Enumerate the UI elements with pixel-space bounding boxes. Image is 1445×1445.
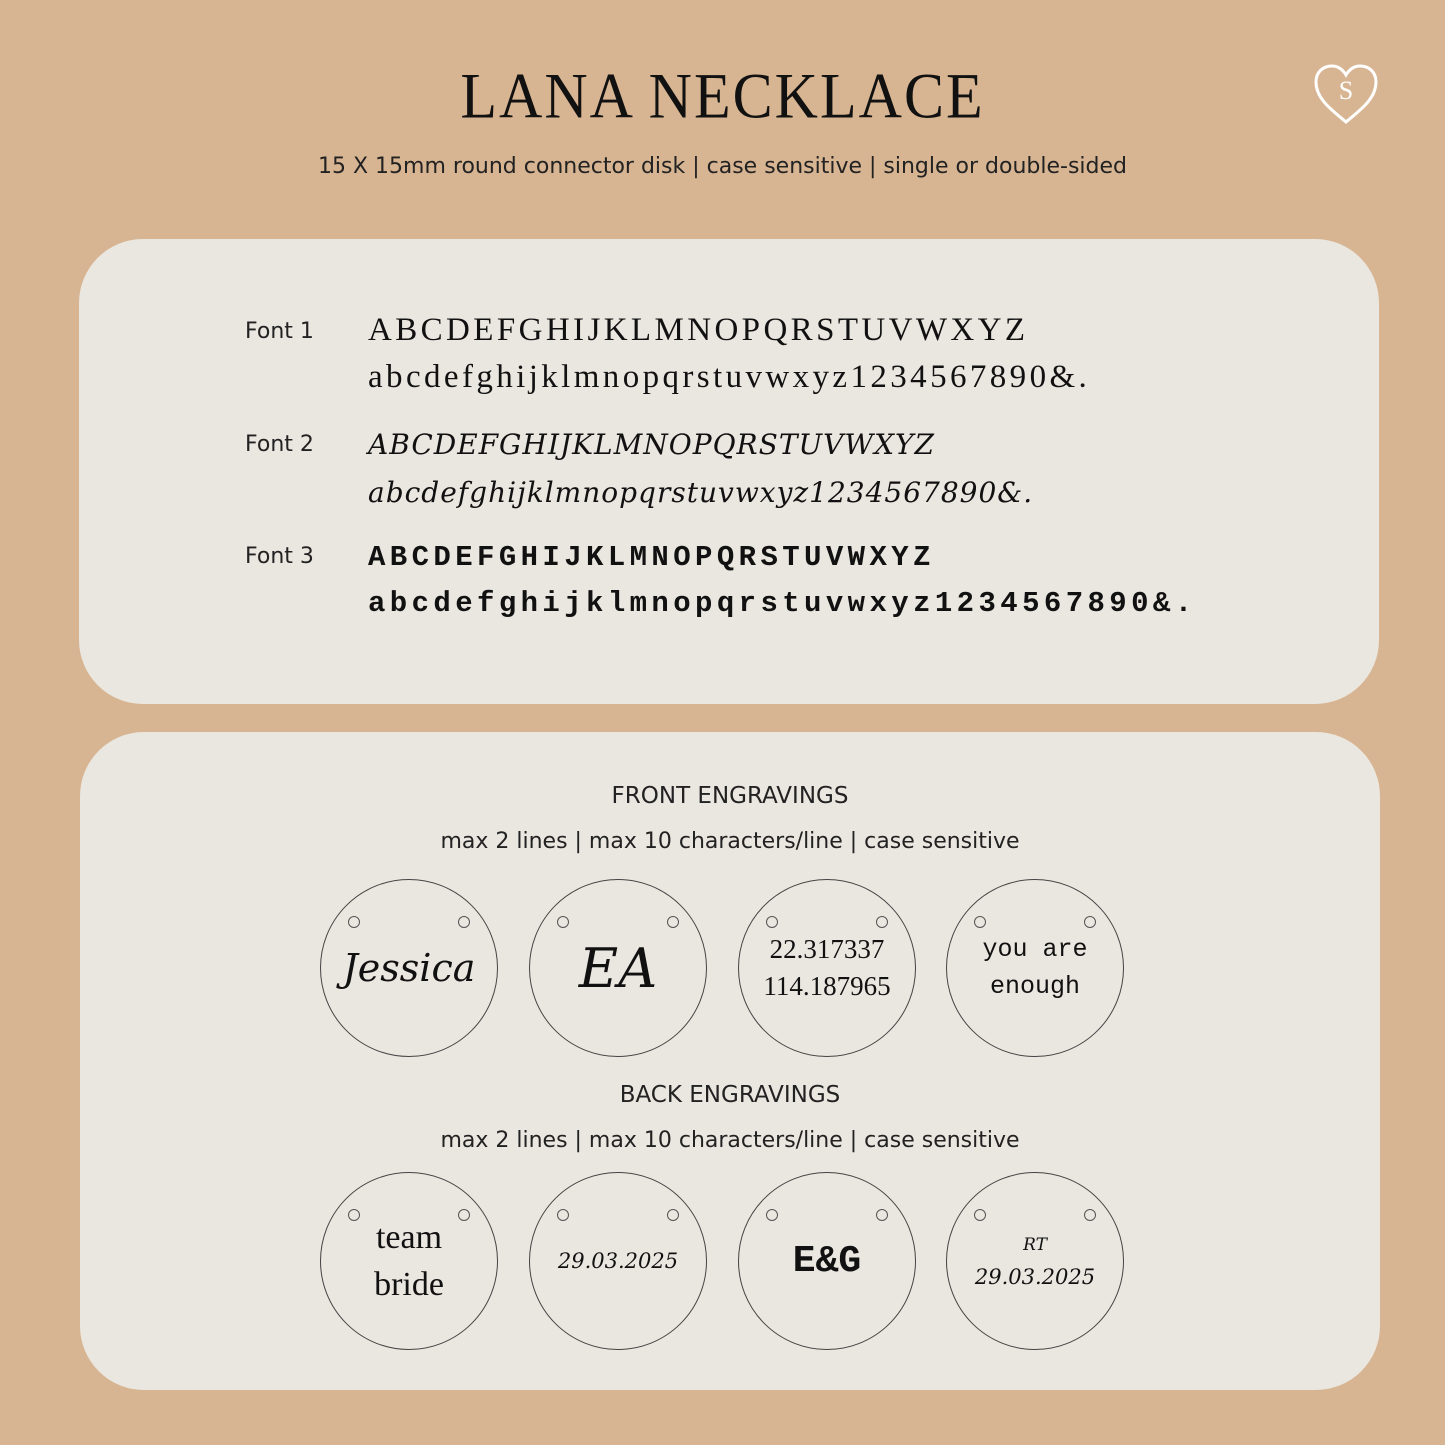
engraving-line-1: you are (982, 935, 1088, 964)
back-disk-3 (738, 1172, 916, 1350)
back-disk-2 (529, 1172, 707, 1350)
font-2-uppercase: ABCDEFGHIJKLMNOPQRSTUVWXYZ (368, 428, 935, 461)
font-2-lowercase: abcdefghijklmnopqrstuvwxyz1234567890&. (368, 476, 1034, 509)
engravings-panel (80, 732, 1380, 1390)
font-1-lowercase: abcdefghijklmnopqrstuvwxyz1234567890&. (368, 359, 1091, 395)
engraving-line-1: EA (578, 936, 658, 1000)
engraving-line-1: team (375, 1219, 443, 1256)
engraving-line-2: enough (989, 972, 1080, 1001)
engraving-line-2: 114.187965 (763, 971, 891, 1001)
engraving-line-1: 29.03.2025 (557, 1249, 679, 1273)
engraving-line-2: 29.03.2025 (974, 1265, 1096, 1289)
font-3-uppercase: ABCDEFGHIJKLMNOPQRSTUVWXYZ (368, 541, 935, 574)
front-disk-3 (738, 879, 916, 1057)
front-engravings-heading: FRONT ENGRAVINGS (611, 783, 849, 809)
back-engravings-rules: max 2 lines | max 10 characters/line | case sensitive (440, 1128, 1020, 1153)
engraving-line-1: Jessica (342, 946, 476, 990)
fonts-panel (79, 239, 1379, 704)
back-engravings-heading: BACK ENGRAVINGS (619, 1082, 841, 1108)
back-disk-4 (946, 1172, 1124, 1350)
front-engravings-rules: max 2 lines | max 10 characters/line | case sensitive (440, 829, 1020, 854)
font-1-label: Font 1 (245, 319, 314, 344)
front-disk-1 (320, 879, 498, 1057)
engraving-line-1: RT (1023, 1235, 1047, 1255)
product-spec: 15 X 15mm round connector disk | case sensitive | single or double-sided (318, 154, 1127, 179)
front-disk-2 (529, 879, 707, 1057)
font-2-label: Font 2 (245, 432, 314, 457)
font-3-label: Font 3 (245, 544, 314, 569)
engraving-line-2: bride (374, 1266, 444, 1303)
engraving-line-1: E&G (792, 1239, 862, 1283)
brand-logo (1312, 62, 1380, 126)
font-1-uppercase: ABCDEFGHIJKLMNOPQRSTUVWXYZ (368, 312, 1029, 348)
logo-letter: S (1338, 76, 1354, 105)
front-disk-4 (946, 879, 1124, 1057)
engraving-line-1: 22.317337 (769, 934, 885, 964)
page-title: LANA NECKLACE (460, 60, 985, 132)
back-disk-1 (320, 1172, 498, 1350)
font-3-lowercase: abcdefghijklmnopqrstuvwxyz1234567890&. (368, 587, 1197, 620)
